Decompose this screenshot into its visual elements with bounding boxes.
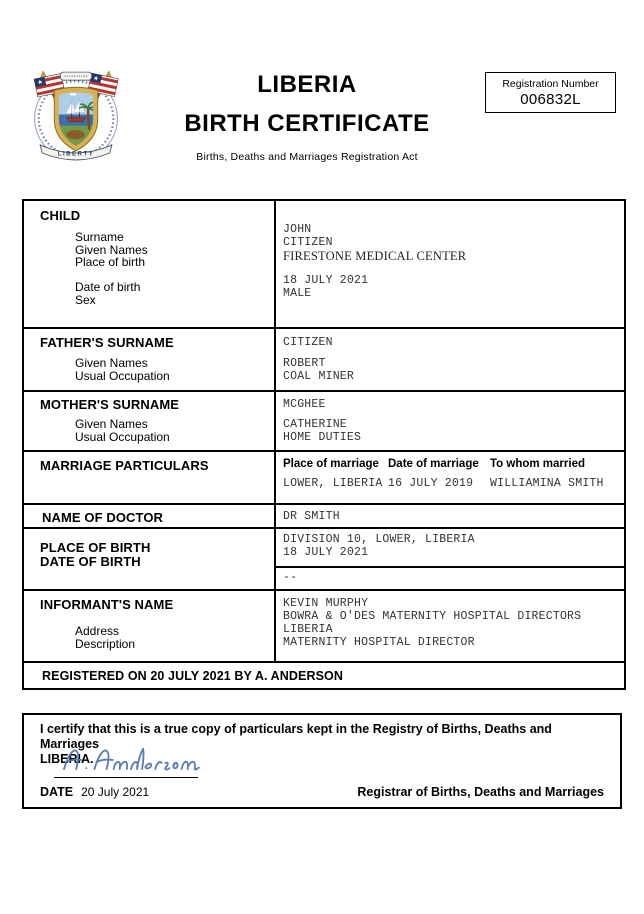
marriage-spouse-label: To whom married [490,458,585,470]
country-title: LIBERIA [257,71,357,98]
father-given-names-value: ROBERT [283,356,326,370]
father-occupation-label: Usual Occupation [75,369,170,383]
child-place-of-birth-label: Place of birth [75,255,146,270]
child-surname-label: Surname [75,230,124,244]
row-child [24,201,624,329]
act-subtitle: Births, Deaths and Marriages Registration Act [196,151,418,163]
certification-statement-line1: I certify that this is a true copy of particulars kept in the Registry of Births, Deaths and Marriages [40,722,552,751]
informant-name-line2: BOWRA & O'DES MATERNITY HOSPITAL DIRECTORS [283,610,582,623]
certification-footer [40,785,604,799]
mother-section-title: MOTHER'S SURNAME [40,397,180,412]
child-sex-value: MALE [283,287,312,301]
signature-handwriting-icon [60,744,212,776]
informant-labels-cell [24,591,276,661]
father-section-title: FATHER'S SURNAME [40,335,174,350]
child-place-of-birth-value: FIRESTONE MEDICAL CENTER [283,249,467,264]
child-section-title: CHILD [40,208,81,223]
informant-values-cell [276,591,624,661]
row-doctor [24,505,624,529]
registration-statement: REGISTERED ON 20 JULY 2021 BY A. ANDERSON [42,669,343,683]
doctor-label-cell [24,505,276,527]
marriage-date-value: 16 JULY 2019 [388,477,474,490]
father-occupation-value: COAL MINER [283,369,355,383]
birth-date-label: DATE OF BIRTH [40,553,141,569]
row-informant [24,591,624,663]
marriage-date-label: Date of marriage [388,458,479,470]
mother-given-names-value: CATHERINE [283,417,347,431]
certification-box [22,713,622,809]
informant-address-value: LIBERIA [283,623,333,636]
child-date-of-birth-value: 18 JULY 2021 [283,274,369,288]
informant-description-label: Description [75,637,136,651]
doctor-section-title: NAME OF DOCTOR [42,510,164,525]
marriage-place-label: Place of marriage [283,458,379,470]
row-registered [24,663,624,688]
doctor-value-cell [276,505,624,527]
registration-number-box [485,72,616,113]
signature-underline [54,777,198,778]
mother-labels-cell [24,392,276,450]
doctor-name-value: DR SMITH [283,510,340,523]
child-given-names-label: Given Names [75,242,148,257]
mother-surname-value: MCGHEE [283,398,326,411]
registrar-title: Registrar of Births, Deaths and Marriages [357,785,604,799]
birth-date-value: 18 JULY 2021 [283,545,369,559]
father-values-cell [276,329,624,390]
registrar-signature [60,744,212,776]
birth-place-value: DIVISION 10, LOWER, LIBERIA [283,533,475,546]
child-given-names-value: CITIZEN [283,235,333,249]
mother-values-cell [276,392,624,450]
informant-name-line1: KEVIN MURPHY [283,597,369,610]
birth-note-value: -- [283,571,298,584]
father-given-names-label: Given Names [75,356,148,370]
date-value: 20 July 2021 [81,785,150,799]
father-surname-value: CITIZEN [283,336,333,349]
birth-labels-cell [24,529,276,589]
document-title: BIRTH CERTIFICATE [184,110,430,137]
child-sex-label: Sex [75,292,96,307]
marriage-labels-cell [24,452,276,503]
row-birth-place-date [24,529,624,591]
informant-description-value: MATERNITY HOSPITAL DIRECTOR [283,636,475,649]
birth-values-cell [276,529,624,589]
marriage-section-title: MARRIAGE PARTICULARS [40,458,209,473]
marriage-spouse-value: WILLIAMINA SMITH [490,477,604,490]
seal-motto-text: LIBERTY [57,151,95,158]
informant-address-label: Address [75,624,120,638]
certificate-table [22,199,626,690]
row-mother [24,392,624,452]
mother-occupation-label: Usual Occupation [75,430,170,444]
informant-section-title: INFORMANT'S NAME [40,597,174,612]
birth-place-label: PLACE OF BIRTH [40,540,151,555]
marriage-values-cell [276,452,624,503]
registration-number-value: 006832L [520,91,581,108]
date-label: DATE [40,785,74,799]
mother-occupation-value: HOME DUTIES [283,430,362,444]
child-labels-cell [24,201,276,327]
father-labels-cell [24,329,276,390]
child-values-cell [276,201,624,327]
child-surname-value: JOHN [283,223,312,236]
marriage-place-value: LOWER, LIBERIA [283,477,383,490]
certification-statement-line2: LIBERIA. [40,752,94,766]
row-father [24,329,624,392]
mother-given-names-label: Given Names [75,417,148,431]
registration-number-label: Registration Number [502,78,599,90]
row-marriage [24,452,624,505]
child-date-of-birth-label: Date of birth [75,280,141,295]
